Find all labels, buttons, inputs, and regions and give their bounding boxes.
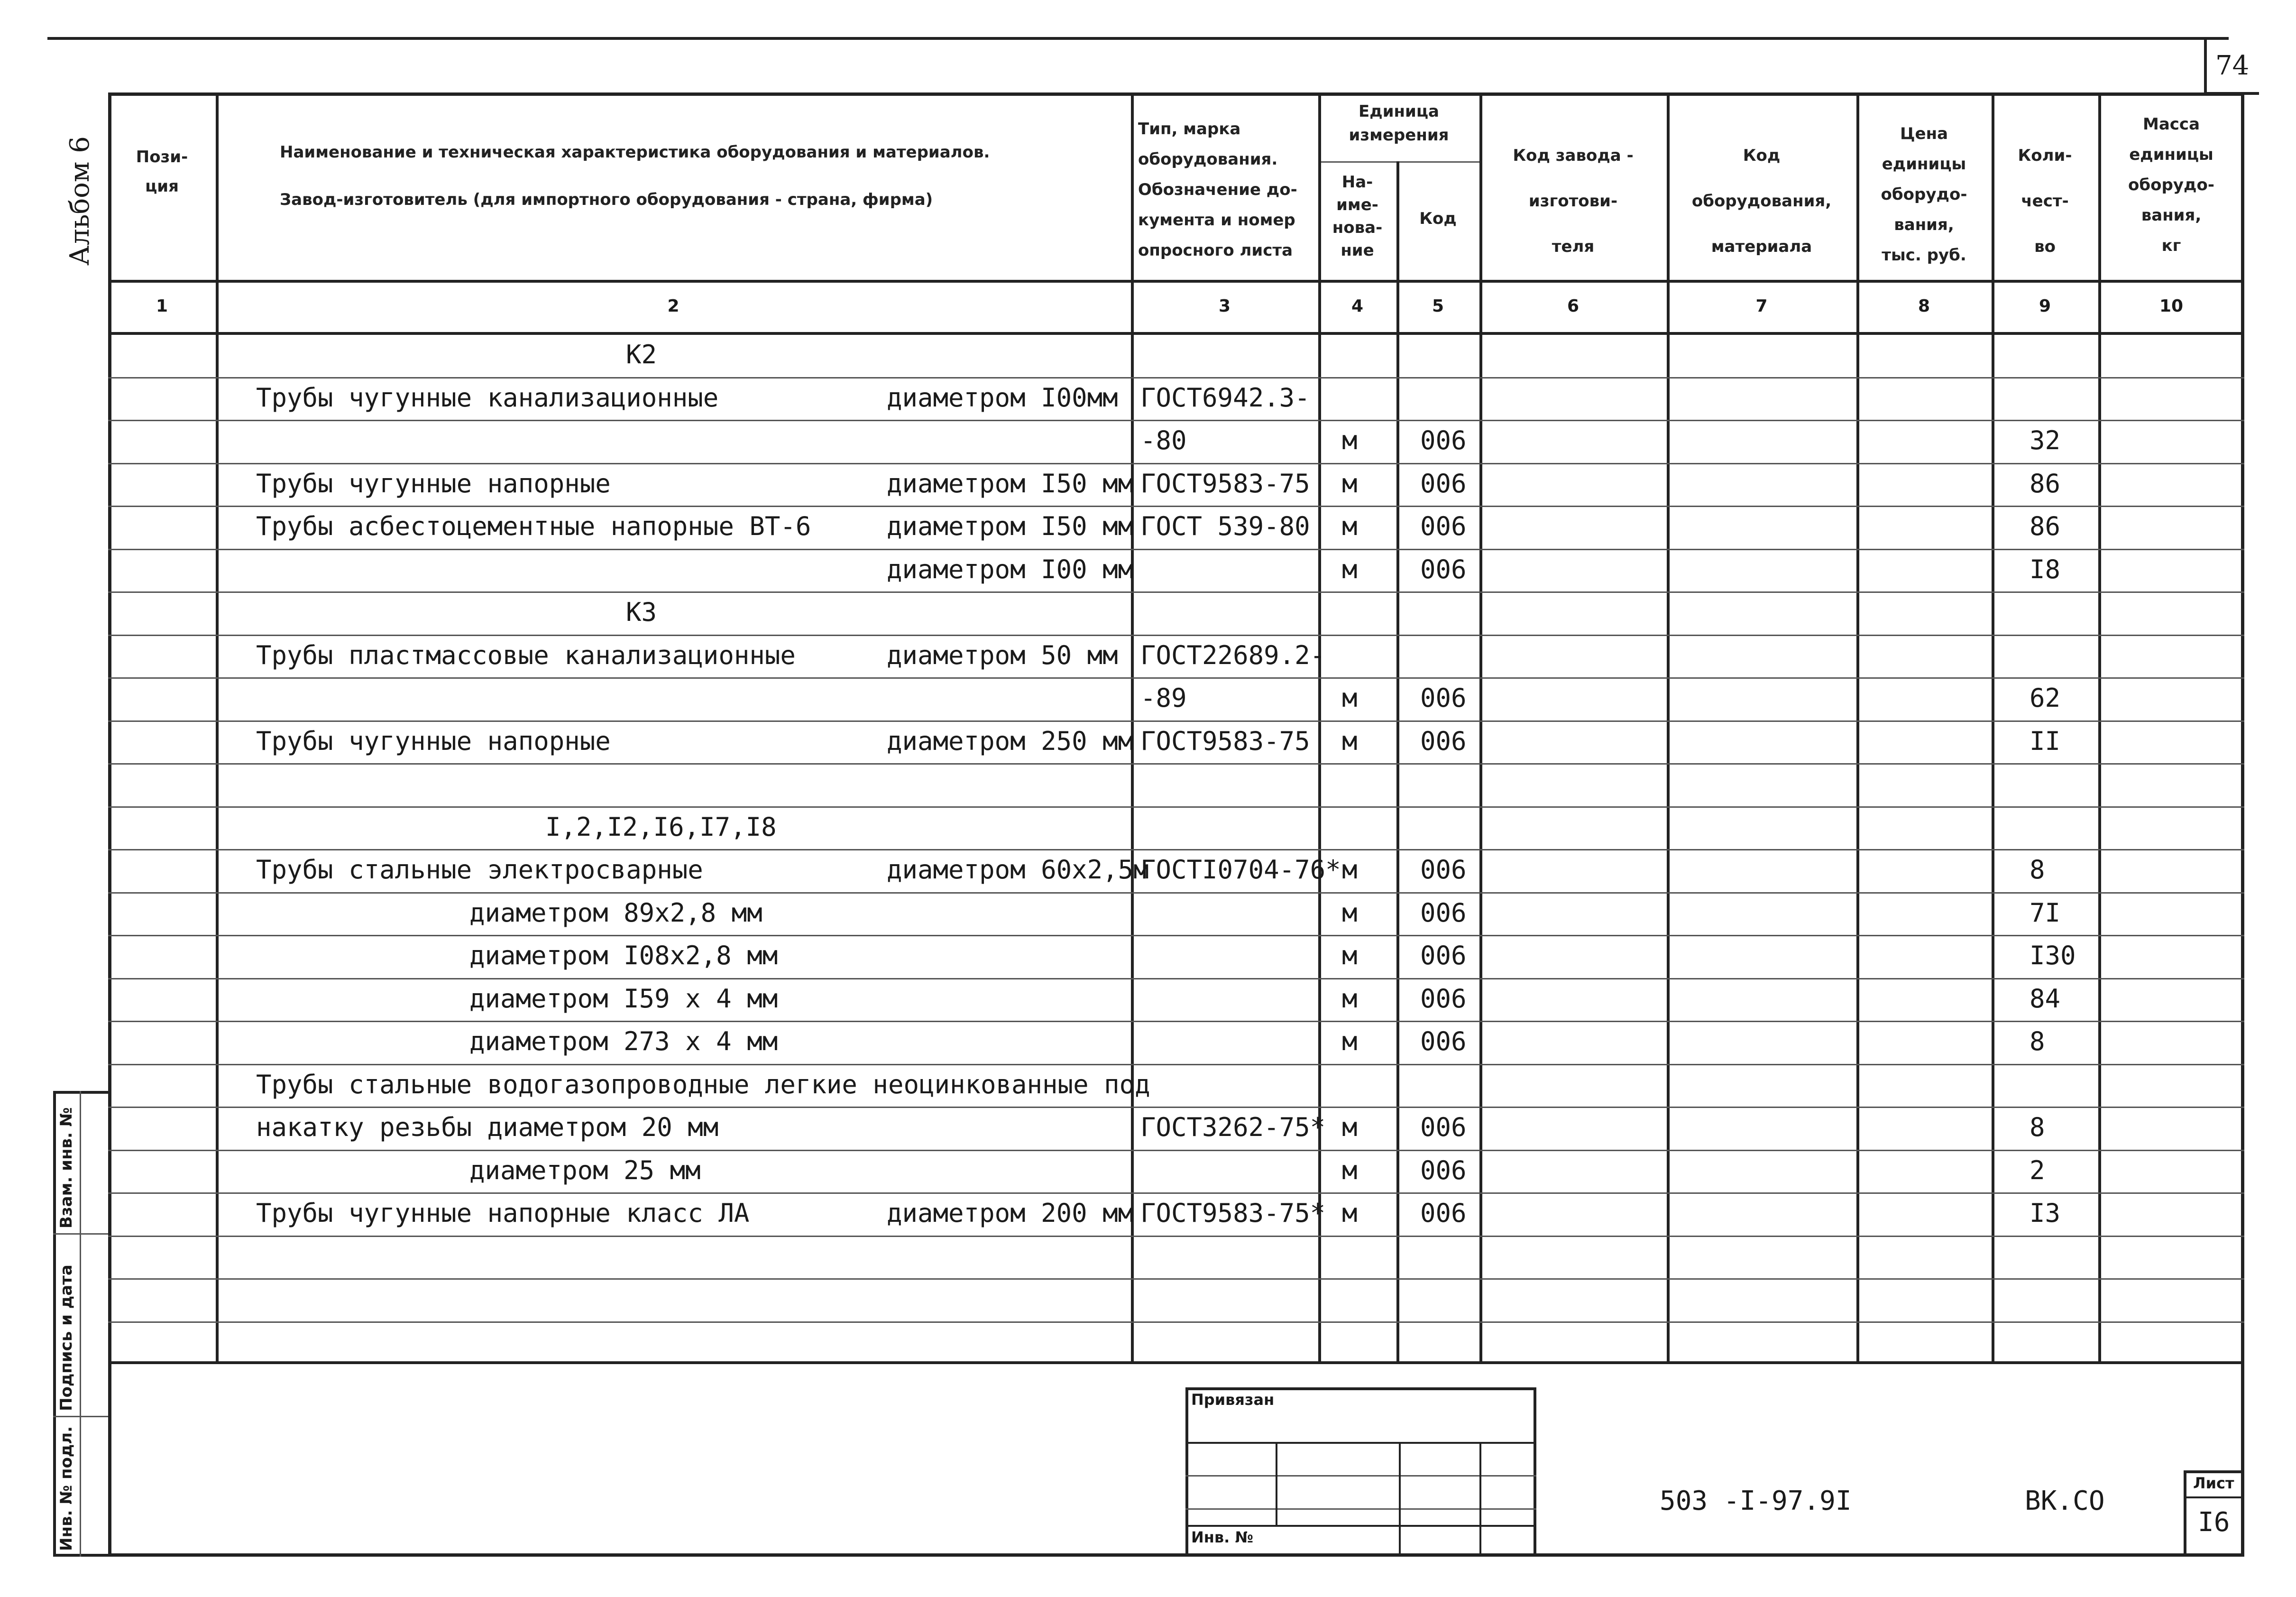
col-number: 1 bbox=[156, 296, 168, 316]
row-unit-code: 006 bbox=[1420, 897, 1467, 928]
row-unit: м bbox=[1342, 1112, 1358, 1142]
row-separator bbox=[108, 1021, 2244, 1022]
row-unit: м bbox=[1342, 554, 1358, 584]
row-name: К2 bbox=[626, 340, 657, 369]
row-separator bbox=[108, 377, 2244, 378]
row-quantity: 7I bbox=[2030, 897, 2061, 928]
row-unit: м bbox=[1342, 983, 1358, 1014]
sheet-number: I6 bbox=[2198, 1507, 2230, 1538]
col-number: 10 bbox=[2159, 296, 2184, 316]
row-separator bbox=[108, 1321, 2244, 1323]
privyazan-label: Привязан bbox=[1191, 1391, 1275, 1409]
table-bottom-line bbox=[108, 1361, 2244, 1364]
row-quantity: 8 bbox=[2030, 1026, 2045, 1056]
row-quantity: II bbox=[2030, 726, 2061, 756]
row-document: ГОСТ3262-75* bbox=[1140, 1112, 1326, 1142]
numrow-bottom-line bbox=[108, 332, 2244, 335]
privyazan-line bbox=[1185, 1442, 1536, 1444]
header-price: Цена единицы оборудо- вания, тыс. руб. bbox=[1881, 124, 1967, 265]
row-name: Трубы чугунные напорные класс ЛА bbox=[256, 1198, 750, 1228]
row-quantity: 8 bbox=[2030, 855, 2045, 885]
row-separator bbox=[108, 849, 2244, 850]
row-dimension: диаметром I00 мм bbox=[887, 554, 1134, 584]
row-document: -89 bbox=[1140, 683, 1187, 713]
row-quantity: 32 bbox=[2030, 425, 2061, 455]
row-unit: м bbox=[1342, 425, 1358, 455]
row-separator bbox=[108, 892, 2244, 894]
row-document: ГОСТ22689.2- bbox=[1140, 640, 1326, 670]
privyazan-line bbox=[1185, 1508, 1536, 1510]
privyazan-divider bbox=[1399, 1442, 1401, 1557]
row-unit-code: 006 bbox=[1420, 855, 1467, 885]
header-name-line1: Наименование и техническая характеристика оборудования и материалов. bbox=[280, 143, 990, 162]
privyazan-divider bbox=[1276, 1442, 1277, 1525]
row-unit: м bbox=[1342, 855, 1358, 885]
header-position: Пози- ция bbox=[136, 148, 188, 196]
row-unit-code: 006 bbox=[1420, 983, 1467, 1014]
row-separator bbox=[108, 677, 2244, 679]
privyazan-line bbox=[1185, 1525, 1536, 1527]
row-unit-code: 006 bbox=[1420, 1198, 1467, 1228]
header-name-line2: Завод-изготовитель (для импортного оборудования - страна, фирма) bbox=[280, 190, 933, 209]
row-separator bbox=[108, 506, 2244, 507]
header-factory-code: Код завода - изготови- теля bbox=[1513, 146, 1634, 256]
row-separator bbox=[108, 1192, 2244, 1194]
sheet-box-line bbox=[2184, 1496, 2244, 1498]
row-quantity: 86 bbox=[2030, 468, 2061, 498]
col-number: 3 bbox=[1218, 296, 1231, 316]
row-unit-code: 006 bbox=[1420, 683, 1467, 713]
row-quantity: I30 bbox=[2030, 941, 2076, 970]
row-unit-code: 006 bbox=[1420, 554, 1467, 584]
privyazan-line bbox=[1185, 1475, 1536, 1477]
row-quantity: 86 bbox=[2030, 511, 2061, 541]
row-name: Трубы чугунные напорные bbox=[256, 726, 611, 756]
row-separator bbox=[108, 806, 2244, 808]
privyazan-divider bbox=[1479, 1442, 1481, 1557]
row-dimension: диаметром I50 мм bbox=[887, 511, 1134, 541]
header-unit-name: На- име- нова- ние bbox=[1332, 173, 1383, 260]
side-label-podpis: Подпись и дата bbox=[57, 1265, 76, 1411]
row-unit-code: 006 bbox=[1420, 468, 1467, 498]
col-line-9 bbox=[2098, 92, 2101, 1364]
row-name: I,2,I2,I6,I7,I8 bbox=[545, 812, 777, 842]
top-rule bbox=[47, 37, 2229, 40]
col-line-3 bbox=[1318, 92, 1321, 1364]
row-dimension: диаметром 50 мм bbox=[887, 640, 1118, 670]
side-label-inv-podl: Инв. № подл. bbox=[57, 1426, 76, 1551]
row-name: Трубы пластмассовые канализационные bbox=[256, 640, 796, 670]
header-bottom-line bbox=[108, 280, 2244, 283]
row-separator bbox=[108, 420, 2244, 421]
sheet-label: Лист bbox=[2193, 1474, 2234, 1492]
row-name: Трубы чугунные канализационные bbox=[256, 382, 719, 413]
row-dimension: диаметром 250 мм bbox=[887, 726, 1134, 756]
row-document: -80 bbox=[1140, 425, 1187, 455]
col-number: 4 bbox=[1351, 296, 1364, 316]
side-stamp-border bbox=[53, 1091, 56, 1557]
header-quantity: Коли- чест- во bbox=[2018, 146, 2072, 256]
row-quantity: 84 bbox=[2030, 983, 2061, 1014]
col-number: 8 bbox=[1918, 296, 1930, 316]
header-unit-code: Код bbox=[1419, 209, 1457, 228]
header-mass: Масса единицы оборудо- вания, кг bbox=[2128, 115, 2214, 255]
row-quantity: 62 bbox=[2030, 683, 2061, 713]
row-separator bbox=[108, 720, 2244, 722]
row-document: ГОСТ6942.3- bbox=[1140, 382, 1310, 413]
row-name: Трубы стальные водогазопроводные легкие неоцинкованные под bbox=[256, 1069, 1150, 1099]
col-number: 6 bbox=[1567, 296, 1580, 316]
row-unit: м bbox=[1342, 1026, 1358, 1056]
row-separator bbox=[108, 1064, 2244, 1065]
row-unit: м bbox=[1342, 683, 1358, 713]
row-document: ГОСТ 539-80 bbox=[1140, 511, 1310, 541]
side-stamp-divider bbox=[80, 1091, 81, 1557]
document-code: 503 -I-97.9I bbox=[1660, 1486, 1852, 1516]
row-separator bbox=[108, 1107, 2244, 1108]
row-unit-code: 006 bbox=[1420, 1155, 1467, 1185]
row-name: Трубы чугунные напорные bbox=[256, 468, 611, 498]
row-dimension: диаметром 60х2,5м bbox=[887, 855, 1149, 885]
row-separator bbox=[108, 978, 2244, 979]
row-name: К3 bbox=[626, 597, 657, 627]
row-name: Трубы стальные электросварные bbox=[256, 855, 703, 885]
col-line-6 bbox=[1667, 92, 1670, 1364]
col-number: 5 bbox=[1432, 296, 1444, 316]
section-code: ВК.СО bbox=[2025, 1486, 2105, 1516]
col-number: 2 bbox=[667, 296, 680, 316]
inv-no-label: Инв. № bbox=[1191, 1528, 1253, 1546]
header-equipment-code: Код оборудования, материала bbox=[1691, 146, 1832, 256]
row-unit: м bbox=[1342, 897, 1358, 928]
col-line-1 bbox=[216, 92, 219, 1364]
page-number: 74 bbox=[2215, 50, 2250, 81]
row-unit: м bbox=[1342, 941, 1358, 970]
row-separator bbox=[108, 1150, 2244, 1151]
row-dimension: диаметром I50 мм bbox=[887, 468, 1134, 498]
row-separator bbox=[108, 549, 2244, 550]
row-separator bbox=[108, 463, 2244, 464]
row-dimension: диаметром 200 мм bbox=[887, 1198, 1134, 1228]
row-dimension: диаметром I00мм bbox=[887, 382, 1118, 413]
row-separator bbox=[108, 763, 2244, 765]
col-number: 7 bbox=[1755, 296, 1768, 316]
col-line-4 bbox=[1396, 161, 1399, 1364]
album-label: Альбом 6 bbox=[64, 136, 95, 266]
row-unit-code: 006 bbox=[1420, 425, 1467, 455]
row-unit-code: 006 bbox=[1420, 941, 1467, 970]
col-line-8 bbox=[1992, 92, 1994, 1364]
row-dimension: диаметром I59 х 4 мм bbox=[469, 983, 778, 1014]
side-label-vzam: Взам. инв. № bbox=[57, 1107, 76, 1228]
row-dimension: диаметром 89х2,8 мм bbox=[469, 897, 762, 928]
row-unit: м bbox=[1342, 468, 1358, 498]
row-separator bbox=[108, 591, 2244, 593]
row-dimension: диаметром I08х2,8 мм bbox=[469, 941, 778, 970]
row-document: ГОСТ9583-75 bbox=[1140, 468, 1310, 498]
row-unit: м bbox=[1342, 726, 1358, 756]
row-document: ГОСТ9583-75 bbox=[1140, 726, 1310, 756]
row-unit: м bbox=[1342, 511, 1358, 541]
row-unit-code: 006 bbox=[1420, 1112, 1467, 1142]
row-separator bbox=[108, 1278, 2244, 1280]
row-unit-code: 006 bbox=[1420, 511, 1467, 541]
row-dimension: диаметром 25 мм bbox=[469, 1155, 701, 1185]
row-quantity: I3 bbox=[2030, 1198, 2061, 1228]
header-unit: Единица измерения bbox=[1349, 102, 1449, 145]
header-type: Тип, марка оборудования. Обозначение до- кумента и номер опросного листа bbox=[1138, 120, 1297, 260]
row-unit-code: 006 bbox=[1420, 726, 1467, 756]
row-name: накатку резьбы диаметром 20 мм bbox=[256, 1112, 719, 1142]
row-dimension: диаметром 273 х 4 мм bbox=[469, 1026, 778, 1056]
row-document: ГОСТI0704-76* bbox=[1140, 855, 1341, 885]
row-separator bbox=[108, 635, 2244, 636]
col-line-7 bbox=[1856, 92, 1859, 1364]
row-quantity: 8 bbox=[2030, 1112, 2045, 1142]
row-separator bbox=[108, 935, 2244, 936]
row-name: Трубы асбестоцементные напорные ВТ-6 bbox=[256, 511, 811, 541]
row-unit-code: 006 bbox=[1420, 1026, 1467, 1056]
row-unit: м bbox=[1342, 1198, 1358, 1228]
row-separator bbox=[108, 1236, 2244, 1237]
row-document: ГОСТ9583-75* bbox=[1140, 1198, 1326, 1228]
row-unit: м bbox=[1342, 1155, 1358, 1185]
row-quantity: I8 bbox=[2030, 554, 2061, 584]
col-number: 9 bbox=[2039, 296, 2051, 316]
col-line-5 bbox=[1479, 92, 1482, 1364]
row-quantity: 2 bbox=[2030, 1155, 2045, 1185]
